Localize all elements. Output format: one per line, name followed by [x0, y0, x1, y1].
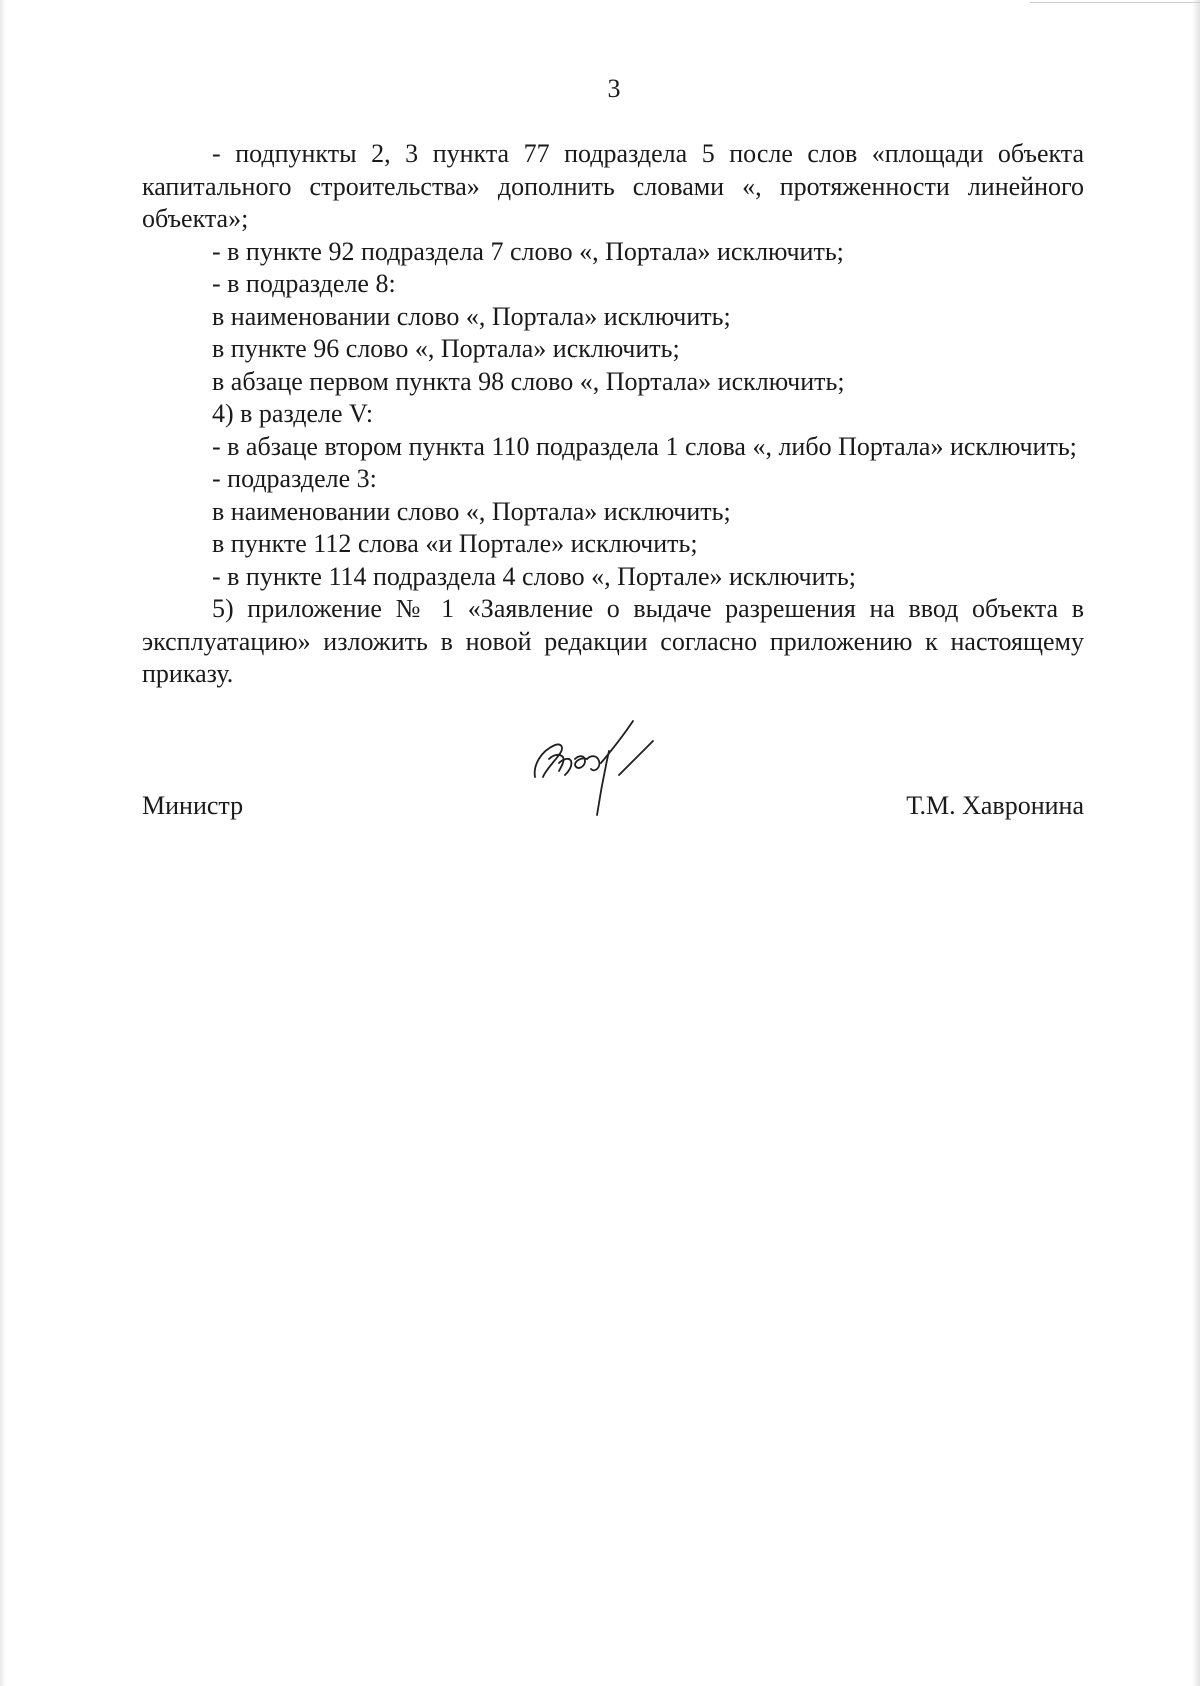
- paragraph: в абзаце первом пункта 98 слово «, Портала» исключить;: [212, 366, 845, 396]
- document-body: [142, 138, 1084, 691]
- paragraph: - в пункте 114 подраздела 4 слово «, Портале» исключить;: [212, 561, 856, 591]
- paragraph: в пункте 96 слово «, Портала» исключить;: [212, 334, 680, 363]
- paragraph: - подпункты 2, 3 пункта 77 подраздела 5 после слов «площади объекта капитального строительства» дополнить словами «, протяженности линейного объекта»;: [142, 139, 1084, 233]
- paragraph: - в пункте 92 подраздела 7 слово «, Портала» исключить;: [212, 236, 844, 266]
- scan-edge-left: [0, 0, 6, 1686]
- signer-name: Т.М. Хавронина: [906, 791, 1084, 820]
- paragraph: - в абзаце втором пункта 110 подраздела 1 слова «, либо Портала» исключить;: [212, 431, 1077, 461]
- page-number: 3: [607, 74, 621, 103]
- scan-edge-right: [1192, 0, 1200, 1686]
- signature-block: [142, 790, 1084, 830]
- paragraph: 5) приложение № 1 «Заявление о выдаче разрешения на ввод объекта в эксплуатацию» изложить в новой редакции согласно приложению к настоящему приказу.: [142, 594, 1084, 688]
- signer-position: Министр: [142, 791, 244, 820]
- paragraph: в пункте 112 слова «и Портале» исключить;: [212, 529, 698, 558]
- scan-edge-top: [1030, 2, 1200, 3]
- paragraph: 4) в разделе V:: [212, 399, 374, 428]
- paragraph: - в подразделе 8:: [212, 269, 396, 298]
- paragraph: - подразделе 3:: [212, 464, 377, 493]
- paragraph: в наименовании слово «, Портала» исключить;: [212, 301, 731, 331]
- paragraph: в наименовании слово «, Портала» исключить;: [212, 496, 731, 526]
